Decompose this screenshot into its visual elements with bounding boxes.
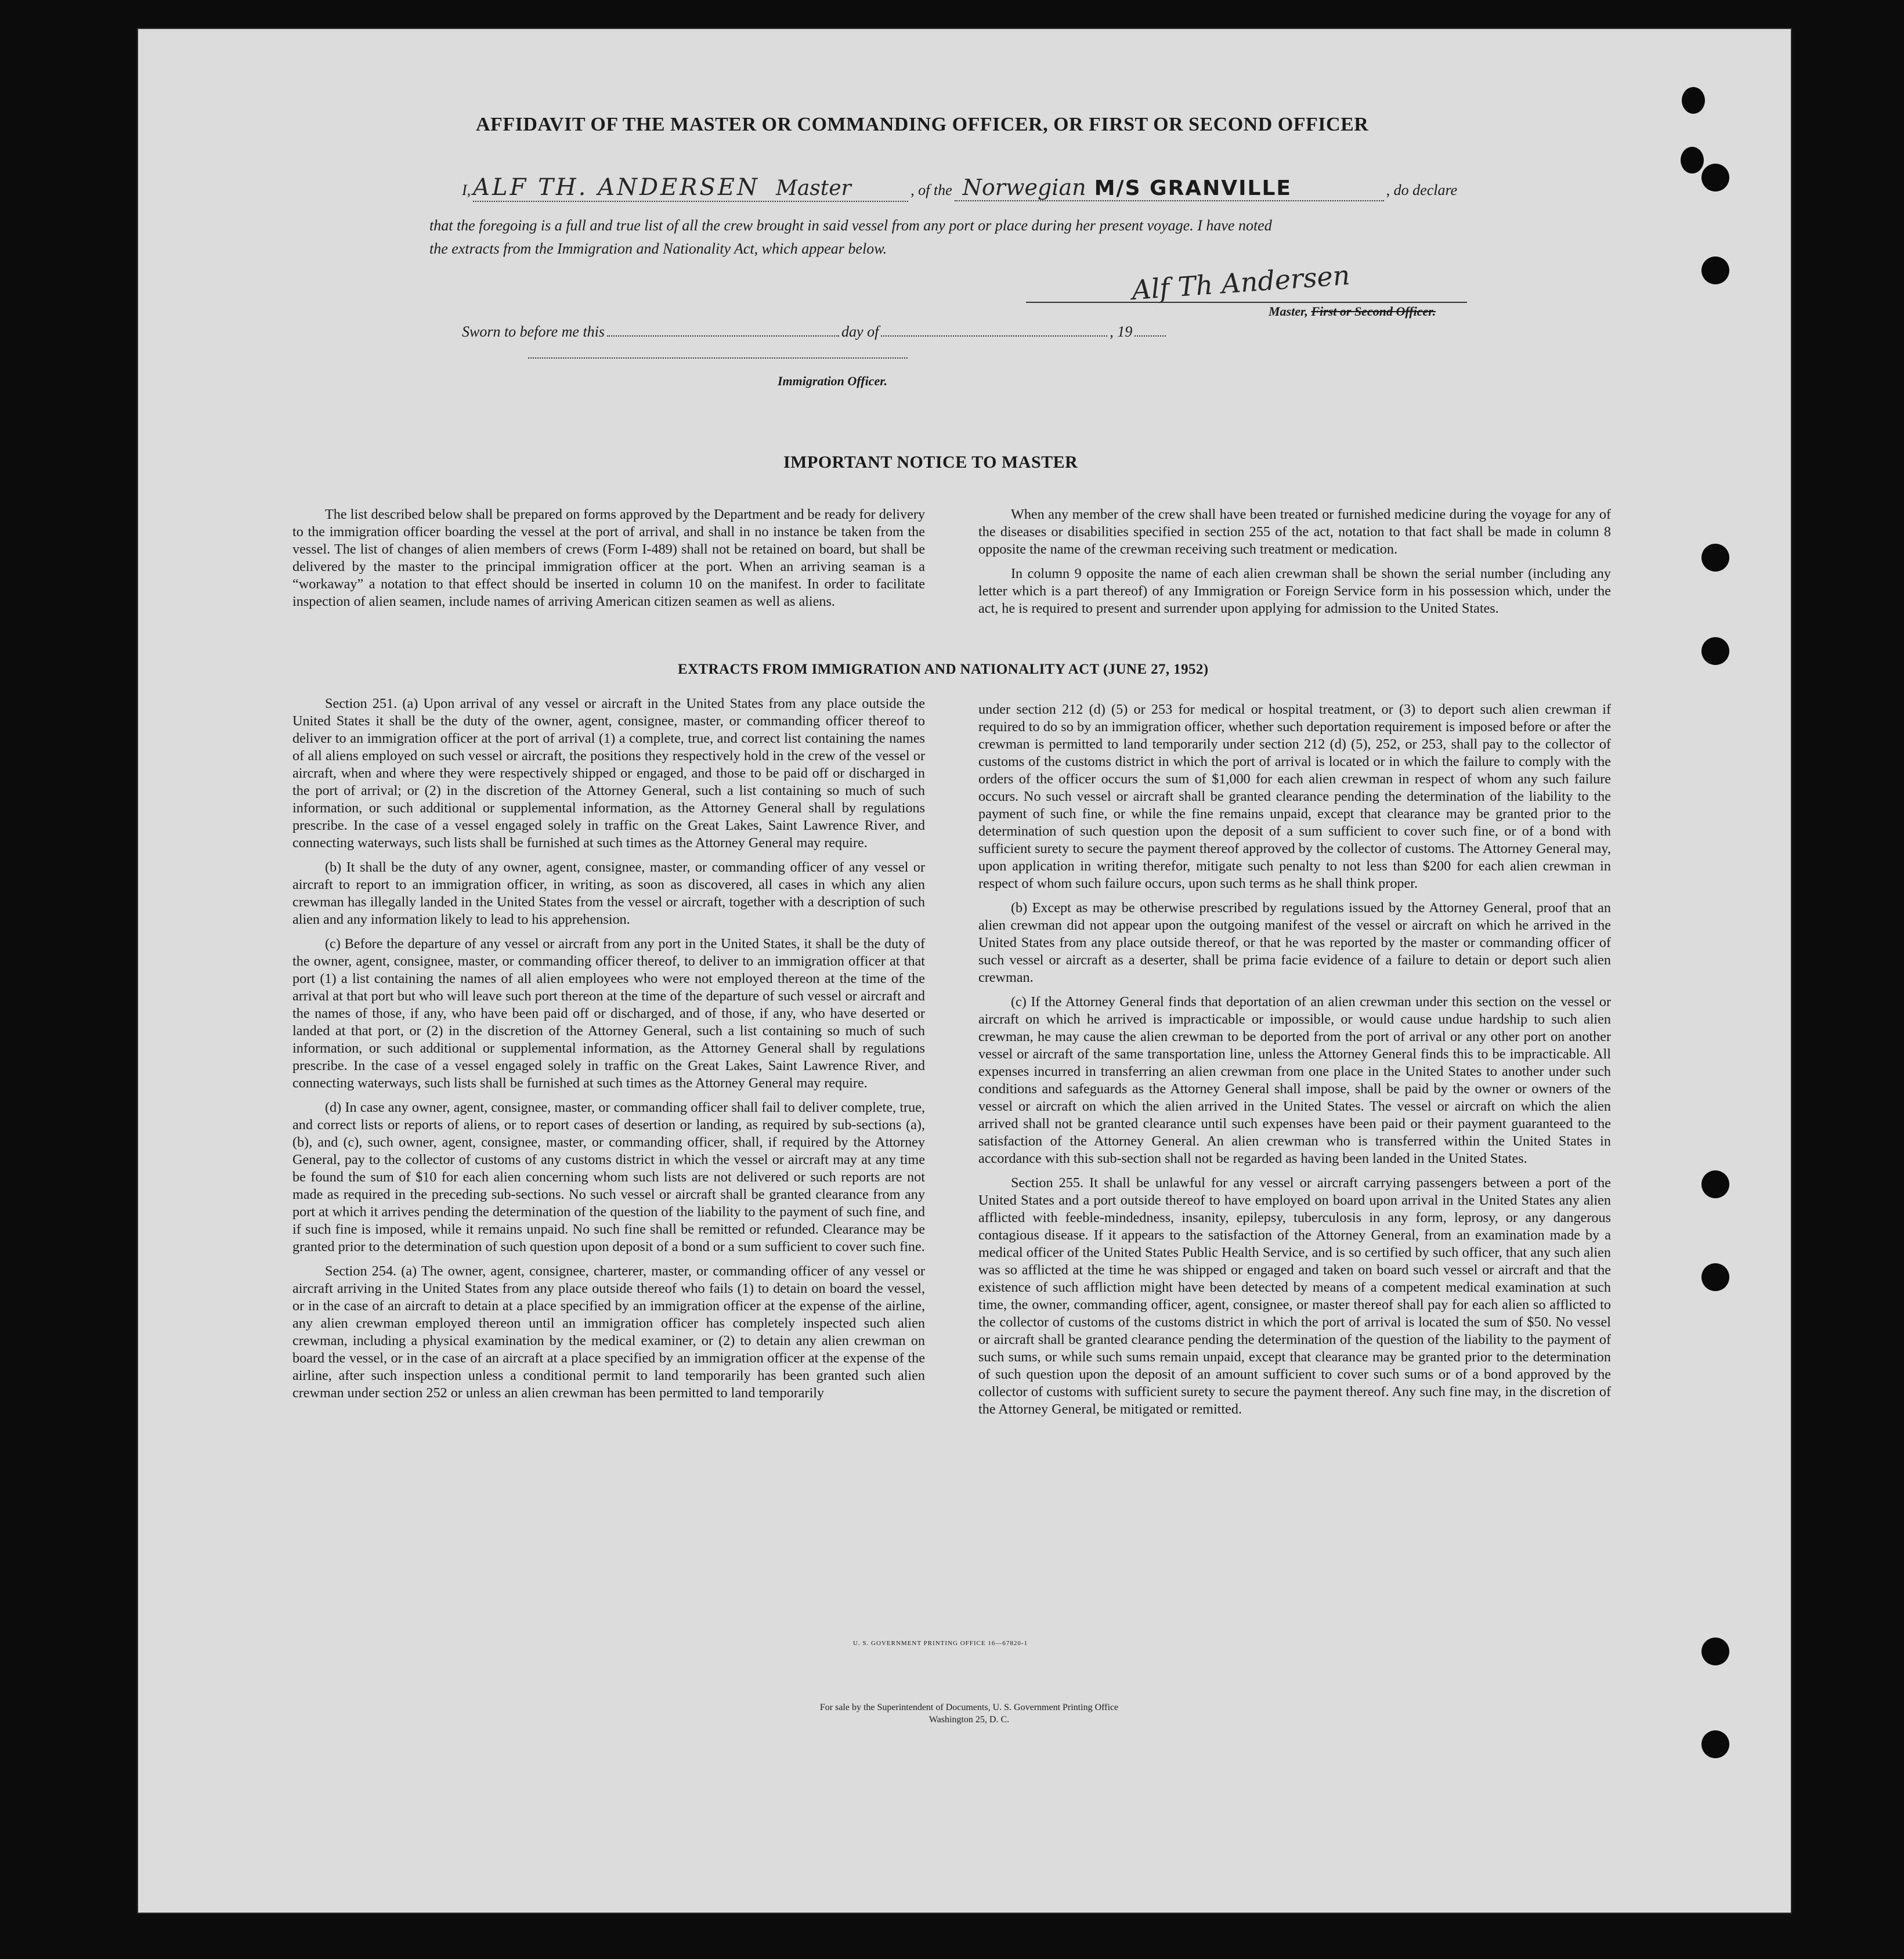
punch-hole (1701, 544, 1729, 572)
do-declare-label: , do declare (1386, 182, 1458, 198)
sale-notice (737, 1701, 1201, 1726)
vessel-field (955, 175, 1384, 201)
sworn-year-field (1135, 323, 1166, 337)
punch-hole (1701, 1638, 1729, 1665)
punch-hole (1701, 1730, 1729, 1758)
notice-right-paragraph-1: When any member of the crew shall have been treated or furnished medicine during the voyage for any of the diseases or disabilities specified in section 255 of the act, notation to that fact shall be made in column 8 opposite the name of the crewman receiving such treatment or medication. (978, 507, 1611, 557)
year-label: , 19 (1110, 323, 1133, 340)
immigration-officer-caption: Immigration Officer. (778, 374, 888, 388)
signature-caption (1269, 304, 1436, 319)
printing-office-imprint: U. S. GOVERNMENT PRINTING OFFICE 16—67820-1 (853, 1640, 1028, 1647)
notice-right-paragraph-2: In column 9 opposite the name of each alien crewman shall be shown the serial number (including any letter which is a part thereof) of any Immigration or Foreign Service form in his possession which, under the act, he is required to present and surrender upon applying for admission to the United States. (978, 566, 1611, 616)
punch-hole (1701, 256, 1729, 284)
section-251-d: (d) In case any owner, agent, consignee, master, or commanding officer shall fail to deliver complete, true, and correct lists or reports of aliens, or to report cases of desertion or landing, as required by sub-sections (a), (b), and (c), such owner, agent, consignee, master, or commanding officer, shall, if required by the Attorney General, pay to the collector of customs of any customs district in which the vessel or aircraft may at any time be found the sum of $10 for each alien concerning whom such lists are not delivered or such reports are not made as required in the preceding sub-sections. No such vessel or aircraft shall be granted clearance from any port at which it arrives pending the determination of the question of the liability to the payment of such fine, and if such fine is imposed, while it remains unpaid. No such fine shall be remitted or refunded. Clearance may be granted prior to the determination of such question upon deposit of a bond or a sum sufficient to cover such fine. (292, 1100, 925, 1255)
punch-hole (1682, 87, 1705, 114)
section-255: Section 255. It shall be unlawful for any vessel or aircraft carrying passengers between a port of the United States and a port outside thereof to have employed on board upon arrival in the United States any alien afflicted with feeble-mindedness, insanity, epilepsy, tuberculosis in any form, leprosy, or any dangerous contagious disease. If it appears to the satisfaction of the Attorney General, from an examination made by a medical officer of the United States Public Health Service, and is so certified by such officer, that any such alien was so afflicted at the time he was shipped or engaged and taken on board such vessel or aircraft and that the existence of such affliction might have been detected by means of a competent medical examination at such time, the owner, commanding officer, agent, consignee, or master thereof shall pay for each alien so afflicted to the collector of customs of the customs district in which the port of arrival is located the sum of $50. No vessel or aircraft shall be granted clearance pending the determination of the question of the liability to the payment of such sums, or while such sums remain unpaid, except that clearance may be granted prior to the determination of such question upon the deposit of an amount sufficient to cover such sums or of a bond approved by the collector of customs with sufficient surety to secure the payment thereof. Any such fine may, in the discretion of the Attorney General, be mitigated or remitted. (978, 1175, 1611, 1417)
sale-notice-line-2: Washington 25, D. C. (928, 1715, 1010, 1725)
section-254-a: Section 254. (a) The owner, agent, consignee, charterer, master, or commanding officer of any vessel or aircraft arriving in the United States from any place outside thereof who fails (1) to detain on board the vessel, or in the case of an aircraft to detain at a place specified by an immigration officer at the expense of the airline, any alien crewman employed thereon until an immigration officer has completely inspected such alien crewman, including a physical examination by the medical examiner, or (2) to detain any alien crewman on board the vessel, or in the case of an aircraft at a place specified by an immigration officer at the expense of the airline, after such inspection unless a conditional permit to land temporarily has been granted such alien crewman under section 252 or unless an alien crewman has been permitted to land temporarily (292, 1263, 925, 1401)
sworn-line (462, 323, 1166, 341)
punch-hole (1701, 1170, 1729, 1198)
punch-hole (1701, 164, 1729, 191)
extracts-left-column (292, 695, 925, 1409)
line-prefix: I, (462, 182, 471, 198)
sworn-month-field (881, 323, 1107, 337)
extracts-title: EXTRACTS FROM IMMIGRATION AND NATIONALITY ACT (JUNE 27, 1952) (678, 662, 1209, 677)
nationality-handwritten: Norwegian (962, 175, 1086, 200)
section-254-a-continued: under section 212 (d) (5) or 253 for medical or hospital treatment, or (3) to deport such alien crewman if required to do so by an immigration officer, whether such deportation requirement is imposed before or after the crewman is permitted to land temporarily under section 212 (d) (5), 252, or 253, shall pay to the collector of customs of the customs district in which the port of arrival is located or in which the failure to comply with the orders of the officer occurs the sum of $1,000 for each alien crewman in respect of whom any such failure occurs. No such vessel or aircraft shall be granted clearance pending the determination of the liability to the payment of such fine, or while the fine remains unpaid, except that clearance may be granted prior to the determination of such question upon the deposit of a sum sufficient to cover such fine, or of a bond with sufficient surety to secure the payment thereof approved by the collector of customs. The Attorney General may, upon application in writing therefor, mitigate such penalty to not less than $200 for each alien crewman in respect of whom such failure occurs, upon such terms as he shall think proper. (978, 702, 1611, 891)
affidavit-line-2: that the foregoing is a full and true list of all the crew brought in said vessel from any port or place during her present voyage. I have noted (429, 217, 1272, 234)
notice-title: IMPORTANT NOTICE TO MASTER (783, 453, 1078, 472)
section-251-b: (b) It shall be the duty of any owner, agent, consignee, master, or commanding officer of any vessel or aircraft to report to an immigration officer, in writing, as soon as discovered, all cases in which any alien crewman has illegally landed in the United States from the vessel or aircraft, together with a description of such alien and any information likely to lead to his apprehension. (292, 859, 925, 927)
affidavit-declaration-line (462, 174, 1457, 202)
signature-line (1026, 302, 1467, 303)
affidavit-title: AFFIDAVIT OF THE MASTER OR COMMANDING OFFICER, OR FIRST OR SECOND OFFICER (476, 114, 1369, 135)
section-254-b: (b) Except as may be otherwise prescribed by regulations issued by the Attorney General, proof that an alien crewman did not appear upon the outgoing manifest of the vessel or aircraft on which he arrived in the United States from any place outside thereof, or that he was reported by the master or commanding officer of such vessel or aircraft as a deserter, shall be prima facie evidence of a failure to detain or deport such alien crewman. (978, 900, 1611, 985)
day-of-label: day of (841, 323, 879, 340)
punch-hole (1701, 1263, 1729, 1291)
section-251-c: (c) Before the departure of any vessel or aircraft from any port in the United States, it shall be the duty of the owner, agent, consignee, master, or commanding officer thereof, to deliver to an immigration officer at that port (1) a list containing the names of all alien employees who were not employed thereon at the time of the arrival at that port but who will leave such port thereon at the time of the departure of such vessel or aircraft and the names of those, if any, who have been paid off or discharged, and of those, if any, who have deserted or landed at that port, or (2) in the discretion of the Attorney General, such a list containing so much of such information, or such additional or supplemental information, as the Attorney General shall by regulations prescribe. In the case of a vessel engaged solely in traffic on the Great Lakes, Saint Lawrence River, and connecting waterways, such lists shall be furnished at such times as the Attorney General may require. (292, 936, 925, 1091)
rank-handwritten: Master (775, 176, 851, 200)
signature-caption-struck: First or Second Officer. (1311, 304, 1436, 319)
sale-notice-line-1: For sale by the Superintendent of Documents, U. S. Government Printing Office (819, 1703, 1119, 1712)
section-251-a: Section 251. (a) Upon arrival of any vessel or aircraft in the United States from any place outside the United States it shall be the duty of the owner, agent, consignee, master, or commanding officer thereof to deliver to an immigration officer at the port of arrival (1) a complete, true, and correct list containing the names of all aliens employed on such vessel or aircraft, the positions they respectively hold in the crew of the vessel or aircraft, when and where they were respectively shipped or engaged, and those to be paid off or discharged in the port of arrival; or (2) in the discretion of the Attorney General, such a list containing so much of such information, or such additional or supplemental information, as the Attorney General shall by regulations prescribe. In the case of a vessel engaged solely in traffic on the Great Lakes, Saint Lawrence River, and connecting waterways, such lists shall be furnished at such times as the Attorney General may require. (292, 696, 925, 851)
punch-hole (1681, 147, 1704, 174)
vessel-name: M/S GRANVILLE (1094, 176, 1292, 200)
signature-caption-master: Master, (1269, 304, 1312, 319)
punch-hole (1701, 637, 1729, 665)
notice-left-paragraph: The list described below shall be prepared on forms approved by the Department and be ready for delivery to the immigration officer boarding the vessel at the port of arrival, and shall in no instance be taken from the vessel. The list of changes of alien members of crews (Form I-489) shall not be retained on board, but shall be delivered by the master to the principal immigration officer at the port. When an arriving seaman is a “workaway” a notation to that effect should be inserted in column 10 on the manifest. In order to facilitate inspection of alien seamen, include names of arriving American citizen seamen as well as aliens. (292, 507, 925, 609)
sworn-label: Sworn to before me this (462, 323, 605, 340)
notice-left-column (292, 506, 925, 617)
notice-right-column (978, 506, 1611, 624)
extracts-right-column (978, 701, 1611, 1425)
of-the-label: , of the (911, 182, 952, 198)
master-name-handwritten: ALF TH. ANDERSEN (473, 174, 760, 201)
master-signature: Alf Th Andersen (1130, 259, 1351, 306)
affidavit-line-3: the extracts from the Immigration and Nationality Act, which appear below. (429, 240, 887, 257)
section-254-c: (c) If the Attorney General finds that deportation of an alien crewman under this section on the vessel or aircraft on which he arrived is impracticable or impossible, or would cause undue hardship to such alien crewman, he may cause the alien crewman to be deported from the port of arrival or any other port on another vessel or aircraft of the same transportation line, unless the Attorney General finds this to be impracticable. All expenses incurred in transferring an alien crewman from one place in the United States to another under such conditions and safeguards as the Attorney General shall impose, shall be paid by the owner or owners of the vessel or aircraft on which the alien arrived in the United States. The vessel or aircraft on which the alien arrived shall not be granted clearance until such expenses have been paid or their payment guaranteed to the satisfaction of the Attorney General. An alien crewman who is transferred within the United States in accordance with this sub-section shall not be regarded as having been landed in the United States. (978, 994, 1611, 1166)
immigration-officer-line (528, 356, 908, 359)
master-name-field (473, 174, 908, 202)
sworn-day-field (607, 323, 839, 337)
